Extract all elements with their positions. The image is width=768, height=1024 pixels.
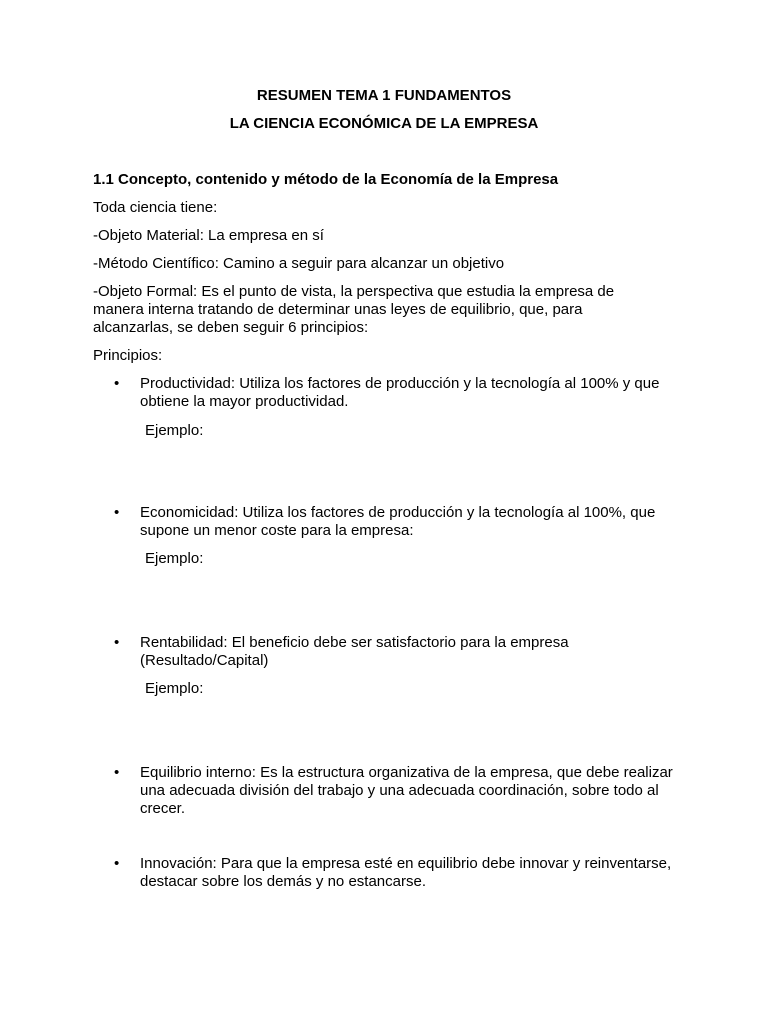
document-title: RESUMEN TEMA 1 FUNDAMENTOS	[256, 87, 512, 104]
bullet-icon: •	[114, 375, 120, 392]
bullet-icon: •	[114, 764, 120, 781]
list-item-rentabilidad: Rentabilidad: El beneficio debe ser satisfactorio para la empresa (Resultado/Capital)	[140, 634, 569, 669]
paragraph: -Método Científico: Camino a seguir para alcanzar un objetivo	[93, 255, 505, 272]
bullet-icon: •	[114, 855, 120, 872]
example-label: Ejemplo:	[145, 422, 204, 439]
list-item-innovacion: Innovación: Para que la empresa esté en equilibrio debe innovar y reinventarse, destacar sobre los demás y no estancarse.	[140, 855, 672, 890]
list-item-economicidad: Economicidad: Utiliza los factores de producción y la tecnología al 100%, que supone un menor coste para la empresa:	[140, 504, 656, 539]
list-item-productividad: Productividad: Utiliza los factores de producción y la tecnología al 100% y que obtiene la mayor productividad.	[140, 375, 660, 410]
bullet-icon: •	[114, 504, 120, 521]
paragraph: -Objeto Material: La empresa en sí	[93, 227, 324, 244]
list-item-equilibrio-interno: Equilibrio interno: Es la estructura organizativa de la empresa, que debe realizar una adecuada división del trabajo y una adecuada coordinación, sobre todo al crecer.	[140, 764, 673, 817]
bullet-icon: •	[114, 634, 120, 651]
paragraph: Principios:	[93, 347, 163, 364]
example-label: Ejemplo:	[145, 550, 204, 567]
document-subtitle: LA CIENCIA ECONÓMICA DE LA EMPRESA	[229, 115, 539, 132]
paragraph: Toda ciencia tiene:	[93, 199, 218, 216]
paragraph: -Objeto Formal: Es el punto de vista, la perspectiva que estudia la empresa de manera interna tratando de determinar unas leyes de equilibrio, que, para alcanzarlas, se deben seguir 6 principios:	[93, 283, 615, 336]
section-heading: 1.1 Concepto, contenido y método de la Economía de la Empresa	[93, 171, 559, 188]
example-label: Ejemplo:	[145, 680, 204, 697]
